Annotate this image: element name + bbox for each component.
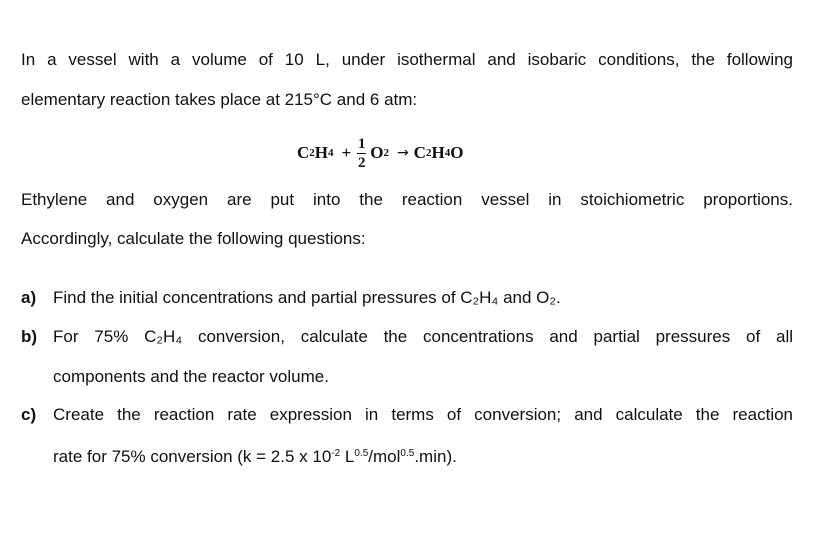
eq-product-o: O: [450, 143, 464, 162]
eq-coefficient-fraction: [357, 136, 366, 171]
question-c-label: c): [21, 405, 37, 424]
eq-reactant-c: C: [297, 143, 310, 162]
body-line-1: Ethylene and oxygen are put into the reaction vessel in stoichiometric proportions.: [21, 190, 793, 209]
rate-constant-text: rate for 75% conversion (k = 2.5 x 10: [53, 447, 332, 466]
eq-fraction-numerator: 1: [357, 135, 366, 152]
exponent-litre: 0.5: [354, 448, 369, 459]
eq-fraction-bar: [357, 153, 366, 154]
unit-litre: L: [340, 447, 355, 466]
unit-min: .min).: [414, 447, 457, 466]
exponent-minus-two: -2: [331, 448, 341, 459]
intro-line-2: elementary reaction takes place at 215°C and 6 atm:: [21, 90, 418, 109]
unit-mol: /mol: [368, 447, 401, 466]
body-line-2: Accordingly, calculate the following questions:: [21, 229, 366, 248]
eq-plus-sign: +: [341, 143, 352, 162]
eq-reactant-h: H: [314, 143, 329, 162]
eq-product-h: H: [431, 143, 445, 162]
question-c-text-line-2: [53, 447, 457, 467]
eq-fraction-denominator: 2: [357, 154, 366, 171]
question-b-label: b): [21, 327, 38, 346]
eq-oxygen: O: [370, 143, 384, 162]
question-b-text-line-2: components and the reactor volume.: [53, 367, 329, 386]
eq-product-c: C: [413, 143, 426, 162]
intro-line-1: In a vessel with a volume of 10 L, under isothermal and isobaric conditions, the following: [21, 50, 793, 69]
question-a-text: Find the initial concentrations and partial pressures of C₂H₄ and O₂.: [53, 288, 561, 307]
exponent-mol: 0.5: [400, 448, 415, 459]
reaction-equation: C 2 H 4 + $\frac{1}{2}$ O 2 → C 2 H 4 O: [297, 135, 464, 171]
eq-arrow: →: [396, 145, 409, 161]
question-a-label: a): [21, 288, 37, 307]
question-b-text-line-1: For 75% C₂H₄ conversion, calculate the concentrations and partial pressures of all: [53, 327, 793, 346]
question-c-text-line-1: Create the reaction rate expression in terms of conversion; and calculate the reaction: [53, 405, 793, 424]
